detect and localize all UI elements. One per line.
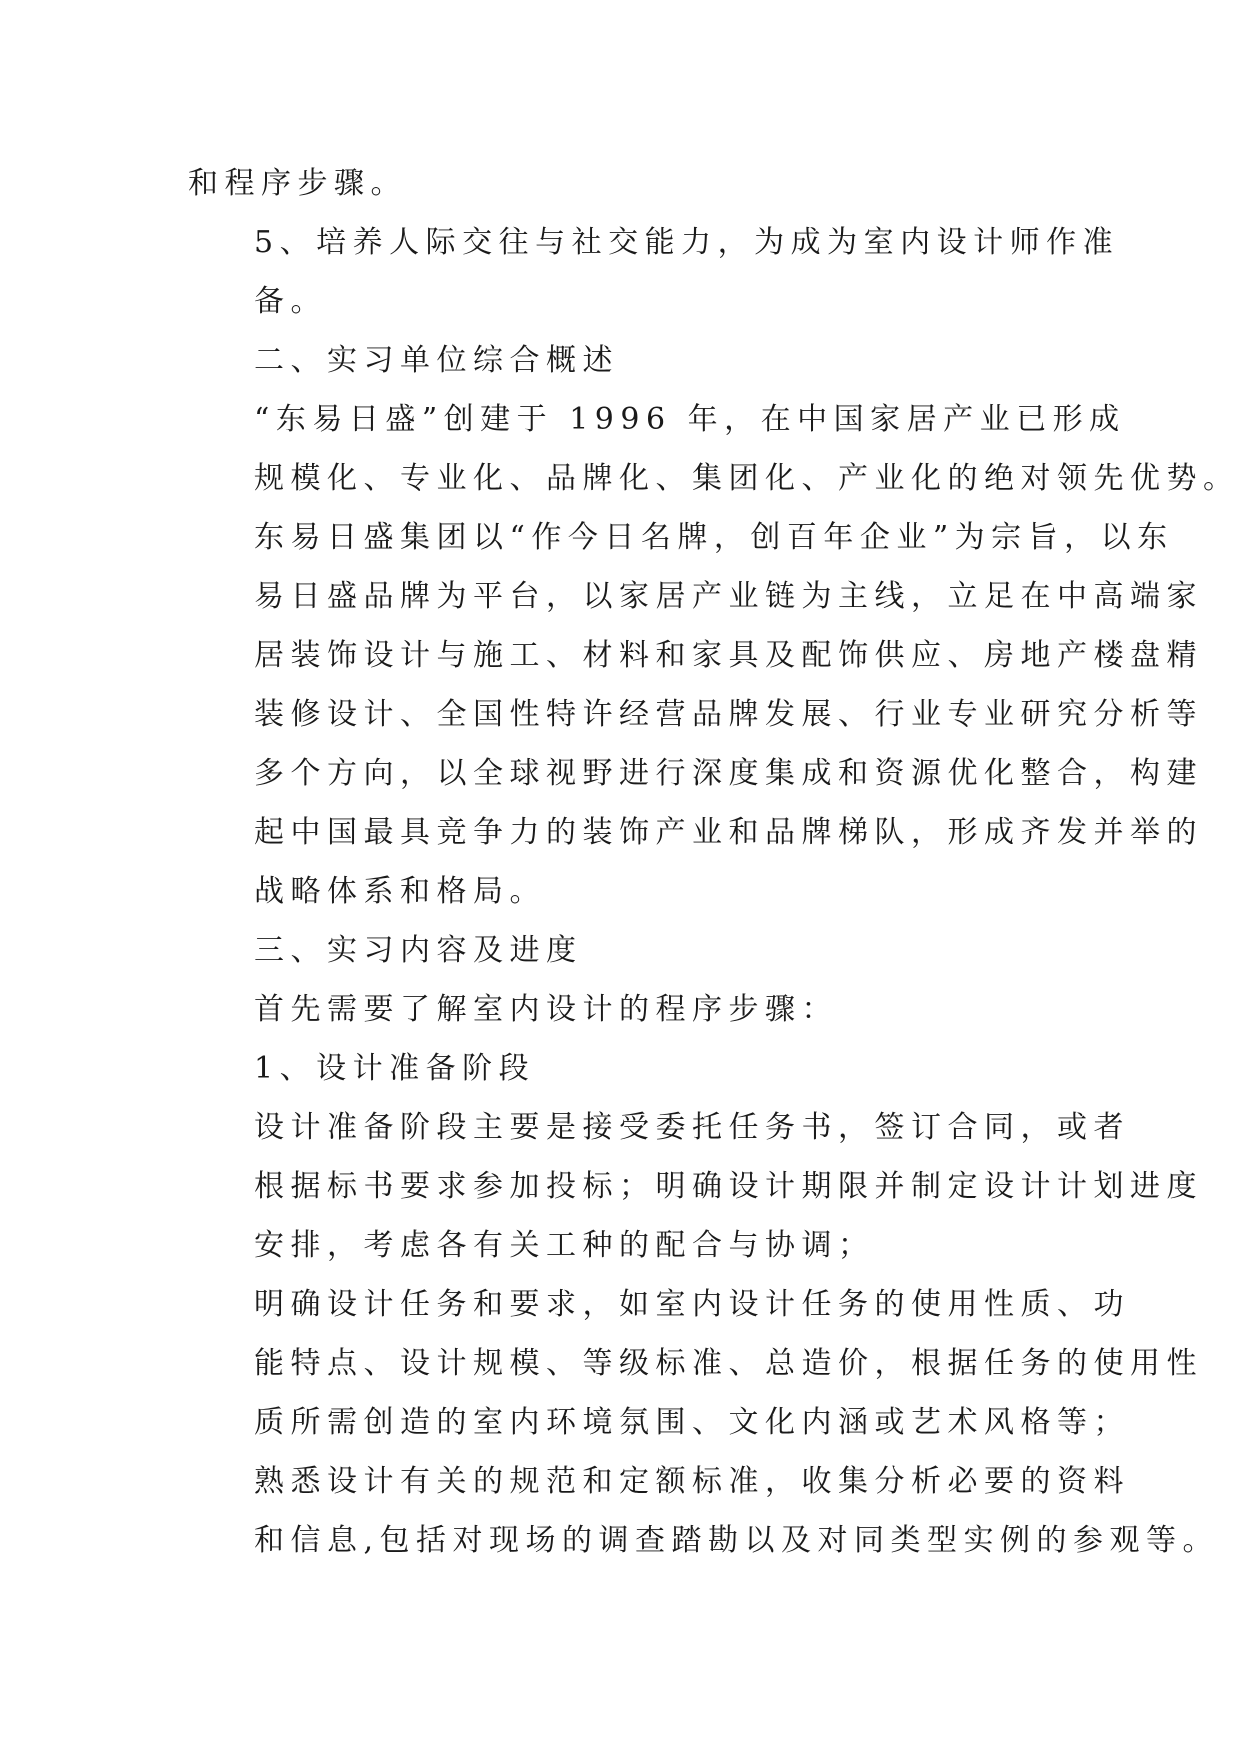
text-line: 装修设计、全国性特许经营品牌发展、行业专业研究分析等 [254, 697, 1203, 732]
paragraph [188, 921, 1054, 980]
text-line: 和信息,包括对现场的调查踏勘以及对同类型实例的参观等。 [254, 1523, 1220, 1558]
text-line: 能特点、设计规模、等级标准、总造价，根据任务的使用性 [254, 1346, 1203, 1381]
text-line: 根据标书要求参加投标；明确设计期限并制定设计计划进度 [254, 1169, 1203, 1204]
text-line: 熟悉设计有关的规范和定额标准，收集分析必要的资料 [254, 1464, 1130, 1499]
text-line: 居装饰设计与施工、材料和家具及配饰供应、房地产楼盘精 [254, 638, 1203, 673]
text-line: 首先需要了解室内设计的程序步骤： [254, 992, 838, 1027]
text-line: 明确设计任务和要求，如室内设计任务的使用性质、功 [254, 1287, 1130, 1322]
paragraph [188, 1452, 1220, 1570]
paragraph [188, 1039, 1054, 1098]
text-line: 规模化、专业化、品牌化、集团化、产业化的绝对领先优势。 [254, 461, 1240, 496]
text-line: 5、培养人际交往与社交能力，为成为室内设计师作准 [254, 225, 1120, 260]
document-body [188, 154, 1240, 1570]
text-line: 东易日盛集团以“作今日名牌，创百年企业”为宗旨，以东 [254, 520, 1174, 555]
text-line: 多个方向，以全球视野进行深度集成和资源优化整合，构建 [254, 756, 1203, 791]
text-line: 安排，考虑各有关工种的配合与协调； [254, 1228, 875, 1263]
paragraph [188, 1275, 1203, 1452]
text-line: 战略体系和格局。 [254, 874, 546, 909]
text-line: 1、设计准备阶段 [254, 1051, 536, 1086]
text-line: 起中国最具竞争力的装饰产业和品牌梯队，形成齐发并举的 [254, 815, 1203, 850]
text-line: 和程序步骤。 [188, 166, 407, 201]
text-line: 设计准备阶段主要是接受委托任务书，签订合同，或者 [254, 1110, 1130, 1145]
text-line: 备。 [254, 284, 327, 319]
paragraph [188, 1098, 1203, 1275]
text-line: 三、实习内容及进度 [254, 933, 583, 968]
paragraph [188, 390, 1240, 921]
text-line: 易日盛品牌为平台，以家居产业链为主线，立足在中高端家 [254, 579, 1203, 614]
paragraph [188, 980, 1054, 1039]
text-line: “东易日盛”创建于 1996 年，在中国家居产业已形成 [254, 402, 1126, 437]
paragraph [188, 331, 1054, 390]
paragraph [188, 154, 1054, 213]
text-line: 二、实习单位综合概述 [254, 343, 619, 378]
paragraph [188, 213, 1120, 331]
text-line: 质所需创造的室内环境氛围、文化内涵或艺术风格等； [254, 1405, 1130, 1440]
